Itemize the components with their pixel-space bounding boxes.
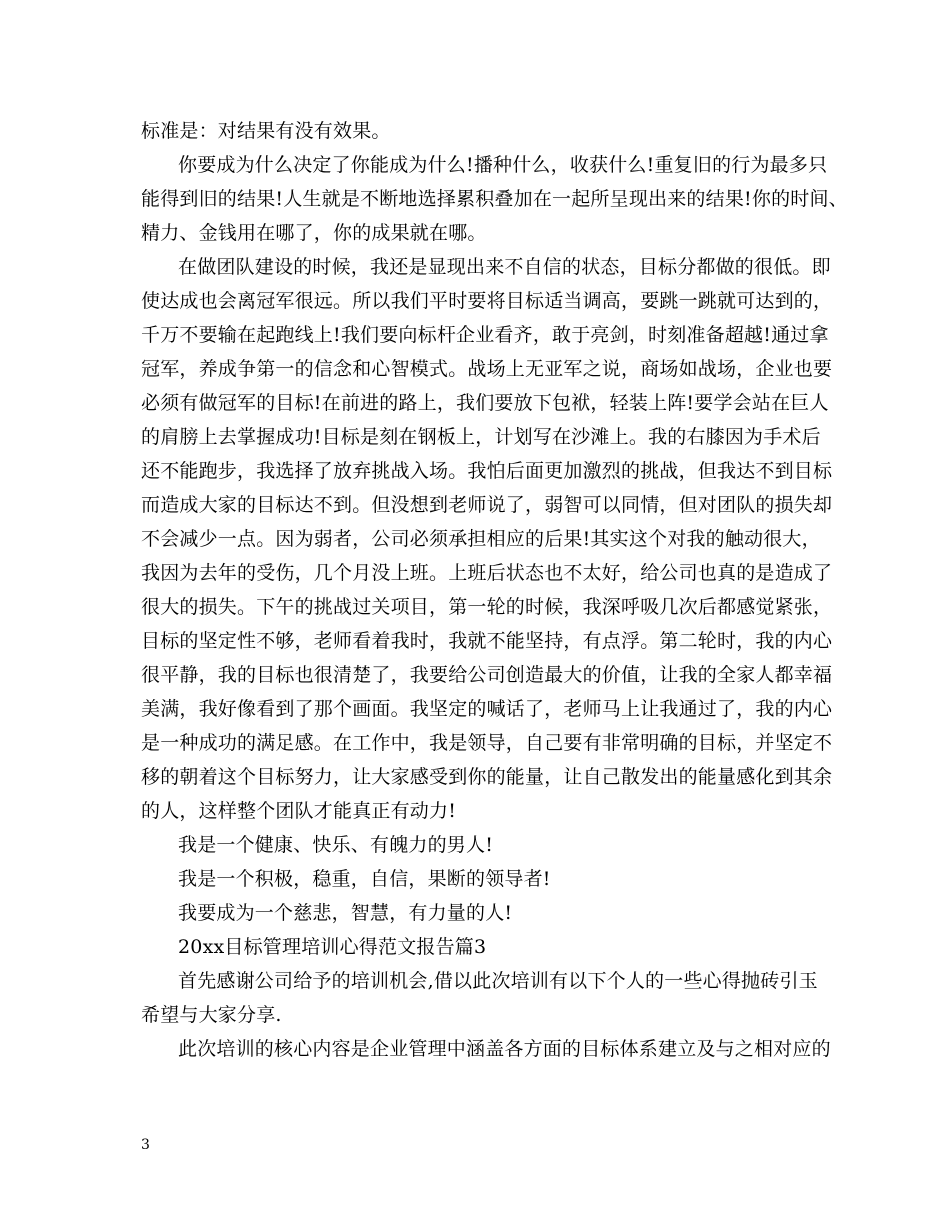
section-heading: 20xx目标管理培训心得范文报告篇3 xyxy=(178,936,487,958)
text-line: 希望与大家分享. xyxy=(141,1004,282,1026)
text-line: 是一种成功的满足感。在工作中，我是领导，自己要有非常明确的目标，并坚定不 xyxy=(141,732,833,754)
text-line: 的肩膀上去掌握成功!目标是刻在钢板上，计划写在沙滩上。我的右膝因为手术后 xyxy=(141,426,821,448)
page-number: 3 xyxy=(141,1137,150,1153)
text-line: 而造成大家的目标达不到。但没想到老师说了，弱智可以同情，但对团队的损失却 xyxy=(141,494,833,516)
text-line: 精力、金钱用在哪了，你的成果就在哪。 xyxy=(141,222,487,244)
text-line: 使达成也会离冠军很远。所以我们平时要将目标适当调高，要跳一跳就可达到的， xyxy=(141,290,833,312)
paragraph-start-line: 在做团队建设的时候，我还是显现出来不自信的状态，目标分都做的很低。即 xyxy=(178,256,831,278)
text-line: 很大的损失。下午的挑战过关项目，第一轮的时候，我深呼吸几次后都感觉紧张， xyxy=(141,596,833,618)
text-line: 移的朝着这个目标努力，让大家感受到你的能量，让自己散发出的能量感化到其余 xyxy=(141,766,833,788)
text-line: 的人，这样整个团队才能真正有动力! xyxy=(141,800,457,822)
paragraph-start-line: 我要成为一个慈悲，智慧，有力量的人! xyxy=(178,902,513,924)
paragraph-start-line: 你要成为什么决定了你能成为什么!播种什么，收获什么!重复旧的行为最多只 xyxy=(178,154,828,176)
text-line: 千万不要输在起跑线上!我们要向标杆企业看齐，敢于亮剑，时刻准备超越!通过拿 xyxy=(141,324,829,346)
paragraph-start-line: 首先感谢公司给予的培训机会,借以此次培训有以下个人的一些心得抛砖引玉 xyxy=(178,970,818,992)
text-line: 标准是：对结果有没有效果。 xyxy=(141,120,391,142)
paragraph-start-line: 我是一个积极，稳重，自信，果断的领导者! xyxy=(178,868,551,890)
paragraph-start-line: 我是一个健康、快乐、有魄力的男人! xyxy=(178,834,494,856)
text-line: 能得到旧的结果!人生就是不断地选择累积叠加在一起所呈现出来的结果!你的时间、 xyxy=(141,188,848,210)
text-line: 不会减少一点。因为弱者，公司必须承担相应的后果!其实这个对我的触动很大， xyxy=(141,528,821,550)
paragraph-start-line: 此次培训的核心内容是企业管理中涵盖各方面的目标体系建立及与之相对应的 xyxy=(178,1038,831,1060)
text-line: 很平静，我的目标也很清楚了，我要给公司创造最大的价值，让我的全家人都幸福 xyxy=(141,664,833,686)
text-line: 必须有做冠军的目标!在前进的路上，我们要放下包袱，轻装上阵!要学会站在巨人 xyxy=(141,392,829,414)
text-line: 还不能跑步，我选择了放弃挑战入场。我怕后面更加激烈的挑战，但我达不到目标 xyxy=(141,460,833,482)
text-line: 目标的坚定性不够，老师看着我时，我就不能坚持，有点浮。第二轮时，我的内心 xyxy=(141,630,833,652)
text-line: 冠军，养成争第一的信念和心智模式。战场上无亚军之说，商场如战场，企业也要 xyxy=(141,358,833,380)
text-line: 我因为去年的受伤，几个月没上班。上班后状态也不太好，给公司也真的是造成了 xyxy=(141,562,833,584)
text-line: 美满，我好像看到了那个画面。我坚定的喊话了，老师马上让我通过了，我的内心 xyxy=(141,698,833,720)
